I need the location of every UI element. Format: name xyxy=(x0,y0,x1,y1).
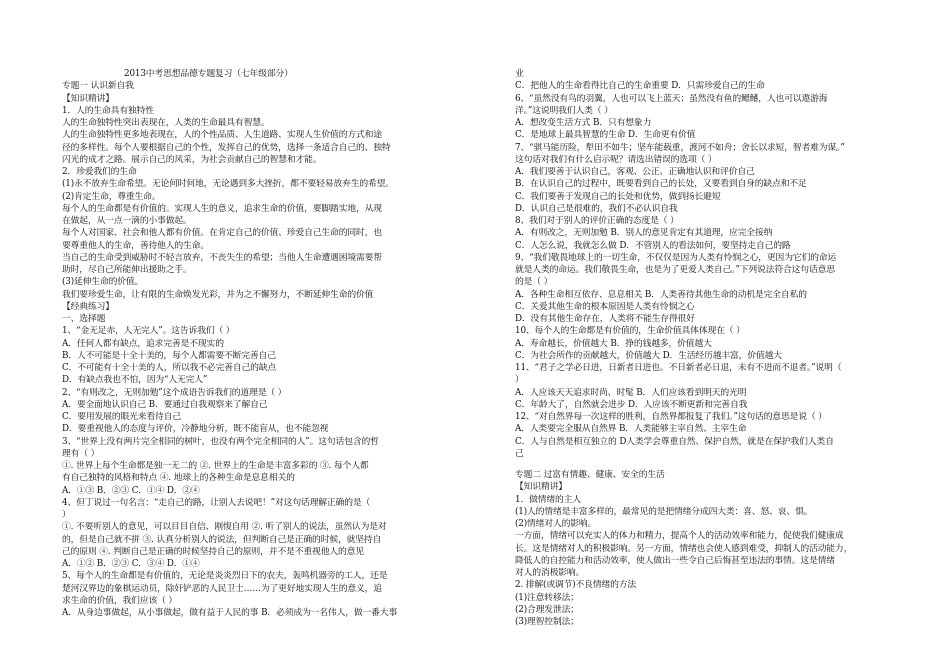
left-column-line: 当自己的生命受到威胁时不轻言放弃，不丧失生的希望；当他人生命遭遇困境需要帮 xyxy=(62,252,382,263)
right-column-line: 11、“君子之学必日进，日新者日进也。不日新者必日退，未有不进而不退者。”说明（ xyxy=(515,363,842,373)
left-column-line: 求生命的价值，我们应该（ ） xyxy=(62,595,178,606)
right-column-line: A．人应该天天追求时尚、时髦 B．人们应该看到明天的光明 xyxy=(515,387,747,398)
left-column-line: B．人不可能是十全十美的，每个人都需要不断完善自己 xyxy=(62,350,276,361)
left-column-line: A．任何人都有缺点，追求完善是不现实的 xyxy=(62,338,224,349)
left-column-line: 要尊重他人的生命，善待他人的生命。 xyxy=(62,240,209,251)
right-text-column xyxy=(515,68,895,628)
left-column-line: (1)永不放弃生命希望。无论何时何地，无论遇到多大挫折，都不要轻易放弃生的希望。 xyxy=(62,179,394,190)
right-column-line: C．我们要善于发现自己的长处和优势，做到扬长避短 xyxy=(515,191,721,202)
right-column-line: 7、“骐马能历险，犁田不如牛；坚车能载重，渡河不如舟；舍长以求短，智者难为谋。” xyxy=(515,142,845,153)
left-column-line: 【知识精讲】 xyxy=(62,93,114,104)
right-column-line: 6、“虽然没有鸟的羽翼，人也可以飞上蓝天；虽然没有鱼的鳃鳍，人也可以遨游海 xyxy=(515,93,828,104)
right-column-line: 专题二 过富有情趣、健康、安全的生活 xyxy=(515,470,665,480)
right-column-line: 8、我们对于别人的评价正确的态度是（ ） xyxy=(515,216,679,226)
left-column-line: (2)肯定生命，尊重生命。 xyxy=(62,191,161,202)
left-column-line: 一、选择题 xyxy=(62,314,106,324)
right-column-line: 的是（ ） xyxy=(515,277,553,288)
left-column-line: 5、每个人的生命都是有价值的，无论是炎炎烈日下的农夫，轰鸣机器旁的工人，还是 xyxy=(62,571,388,582)
right-column-line: D．认识自己是很难的，我们不必认识自我 xyxy=(515,203,678,214)
right-column-line: A．各种生命相互依存、息息相关 B．人类善待其他生命的动机是完全自私的 xyxy=(515,289,807,300)
right-column-line: (3)理智控制法； xyxy=(515,617,579,627)
left-column-line: 人的生命独特性突出表现在，人类的生命最具有智慧。 xyxy=(62,118,270,128)
right-column-line: 长。这是情绪对人的积极影响。另一方面，情绪也会使人感到难受，抑制人的活动能力， xyxy=(515,543,853,554)
right-column-line: C．人怎么说，我就怎么做 D．不管别人的看法如何，要坚持走自己的路 xyxy=(515,240,791,251)
left-column-line: D．有缺点我也不怕，因为“人无完人” xyxy=(62,375,208,386)
right-column-line: (2)合理发泄法； xyxy=(515,604,579,615)
right-column-line: A．有则改之，无则加勉 B．别人的意见肯定有其道理，应完全接纳 xyxy=(515,228,773,239)
right-column-line: 9、“我们敬畏地球上的一切生命，不仅仅是因为人类有怜悯之心，更因为它们的命运 xyxy=(515,252,837,263)
right-column-line: (1)人的情绪是丰富多样的，最常见的是把情绪分成四大类：喜、怒、哀、惧。 xyxy=(515,506,813,517)
right-column-line: 1．做情绪的主人 xyxy=(515,494,581,505)
right-column-line: C．关爱其他生命的根本原因是人类有怜悯之心 xyxy=(515,301,695,312)
left-column-line: C．不可能有十全十美的人，所以我不必完善自己的缺点 xyxy=(62,363,277,373)
left-column-line: 2、“有则改之，无则加勉”这个成语告诉我们的道理是（ ） xyxy=(62,387,287,398)
left-column-line: 3、“世界上没有两片完全相同的树叶，也没有两个完全相同的人”。这句话包含的哲 xyxy=(62,436,379,447)
right-column-line: B．在认识自己的过程中，既要看到自己的长处，又要看到自身的缺点和不足 xyxy=(515,179,807,190)
left-column-line: (3)延伸生命的价值。 xyxy=(62,277,144,288)
right-column-line: 业 xyxy=(515,69,524,79)
right-column-line: A．我们要善于认识自己，客观、公正、正确地认识和评价自己 xyxy=(515,167,755,177)
left-column-line: 在做起，从一点一滴的小事做起。 xyxy=(62,216,192,226)
right-column-line: A．人类要完全服从自然界 B．人类能够主宰自然、主宰生命 xyxy=(515,424,747,435)
right-column-line: 10、每个人的生命都是有价值的，生命价值具体体现在（ ） xyxy=(515,326,745,337)
left-column-line: ①. 世界上每个生命都是独一无二的 ②. 世界上的生命是丰富多彩的 ③. 每个人都 xyxy=(62,461,369,471)
right-column-line: (1)注意转移法； xyxy=(515,592,579,603)
right-column-line: C．为社会所作的贡献越大，价值越大 D．生活经历越丰富，价值越大 xyxy=(515,350,782,361)
left-column-line: 有自己独特的风格和特点 ④. 地球上的各种生命是息息相关的 xyxy=(62,473,295,484)
left-column-line: 助时，尽自己所能伸出援助之手。 xyxy=(62,265,192,275)
right-column-line: A．寿命越长，价值越大 B．挣的钱越多，价值越大 xyxy=(515,338,712,349)
left-column-line: ①. 不要听别人的意见，可以目目自信、刚愎自用 ②. 听了别人的说法，虽然认为是对 xyxy=(62,522,387,533)
left-column-line: 专题一 认识新自我 xyxy=(62,81,134,92)
left-column-line: 4、但丁说过一句名言：“走自己的路，让别人去说吧！”对这句话理解正确的是（ xyxy=(62,497,371,508)
left-column-line: 理有（ ） xyxy=(62,448,100,459)
left-column-line: 1．人的生命具有独特性 xyxy=(62,105,154,116)
left-text-column xyxy=(62,68,442,619)
right-column-line: 降低人的自控能力和活动效率，使人做出一些令自己后悔甚至违法的事情。这是情绪 xyxy=(515,555,835,566)
left-column-line: 闪光的成才之路。展示自己的风采，为社会贡献自己的智慧和才能。 xyxy=(62,154,322,165)
right-column-line: A．想改变生活方式 B．只有想象力 xyxy=(515,118,652,128)
left-column-line: 每个人对国家、社会和他人都有价值。在肯定自己的价值、珍爱自己生命的同时，也 xyxy=(62,228,382,239)
left-column-line: A．①② B．②③ C．③④ D．①④ xyxy=(62,559,200,569)
left-column-line: 的，但是自己就不拼 ③. 认真分析别人的说法，但判断自己是正确的时候，就坚持自 xyxy=(62,534,382,545)
left-column-line: A．要全面地认识自己 B．要通过自我观察来了解自己 xyxy=(62,399,268,410)
left-column-line: 2．珍爱我们的生命 xyxy=(62,167,137,177)
right-column-line: 12、“对自然界每一次这样的胜利，自然界都报复了我们。”这句话的意思是说（ ） xyxy=(515,412,827,422)
right-column-line: 一方面，情绪可以充实人的体力和精力，提高个人的活动效率和能力，促使我们健康成 xyxy=(515,531,844,542)
left-column-line: 1、“金无足赤，人无完人”。这告诉我们（ ） xyxy=(62,326,235,337)
left-column-line: D．要重视他人的态度与评价，冷静地分析，既不能盲从，也不能忽视 xyxy=(62,424,329,435)
left-column-line: 【经典练习】 xyxy=(62,301,114,312)
right-column-line: 洋。”这说明我们人类（ ） xyxy=(515,105,613,116)
right-column-line: C．是地球上最具智慧的生命 D．生命更有价值 xyxy=(515,130,696,141)
left-column-line: A．①③ B．②③ C．①④ D．②④ xyxy=(62,485,200,496)
right-column-line: (2)情绪对人的影响。 xyxy=(515,519,597,529)
right-column-line: C．人与自然是相互独立的 D人类学会尊重自然、保护自然，就是在保护我们人类自 xyxy=(515,436,834,447)
right-column-line: 【知识精讲】 xyxy=(515,482,567,493)
left-column-line: 径的多样性。每个人要根据自己的个性，发挥自己的优势，选择一条适合自己的、独特 xyxy=(62,142,391,153)
left-column-line: A．从身边事做起，从小事做起，做有益于人民的事 B．必须成为一名伟人，做一番大事 xyxy=(62,608,398,618)
document-title: 2013中考思想品德专题复习（七年级部分） xyxy=(124,69,293,79)
left-column-line: ） xyxy=(62,510,71,520)
right-column-line: 2. 排解(或调节)不良情绪的方法 xyxy=(515,580,637,591)
left-column-line: 我们要珍爱生命，让有限的生命焕发光彩，并为之不懈努力，不断延伸生命的价值 xyxy=(62,289,374,300)
right-column-line: 这句话对我们有什么启示呢？请选出错误的选项（ ） xyxy=(515,154,717,165)
right-column-line: 对人的消极影响。 xyxy=(515,568,585,578)
left-column-line: 己的原则 ④. 判断自己是正确的时候坚持自己的原则，并不是不重视他人的意见 xyxy=(62,546,364,557)
right-column-line: 就是人类的命运。我们敬畏生命，也是为了更爱人类自己。”下列说法符合这句话意思 xyxy=(515,265,835,275)
left-column-line: 楚河汉界边的象棋运动员，除奸铲恶的人民卫士……为了更好地实现人生的意义，追 xyxy=(62,583,382,594)
right-column-line xyxy=(515,460,895,469)
left-column-line: 每个人的生命都是有价值的。实现人生的意义，追求生命的价值，要脚踏实地，从现 xyxy=(62,203,382,214)
left-column-line: C．要用发展的眼光来看待自己 xyxy=(62,412,181,422)
right-column-line: 己 xyxy=(515,448,524,459)
right-column-line: C．年龄大了，自然就会进步 D．人应该不断更新和完善自我 xyxy=(515,399,748,410)
right-column-line: C．把他人的生命看得比自己的生命重要 D．只需珍爱自己的生命 xyxy=(515,81,765,92)
left-column-line: 人的生命独特性更多地表现在，人的个性品质、人生道路、实现人生价值的方式和途 xyxy=(62,130,382,141)
right-column-line: ） xyxy=(515,375,524,386)
right-column-line: D．没有其他生命存在，人类将不能生存得很好 xyxy=(515,314,695,324)
